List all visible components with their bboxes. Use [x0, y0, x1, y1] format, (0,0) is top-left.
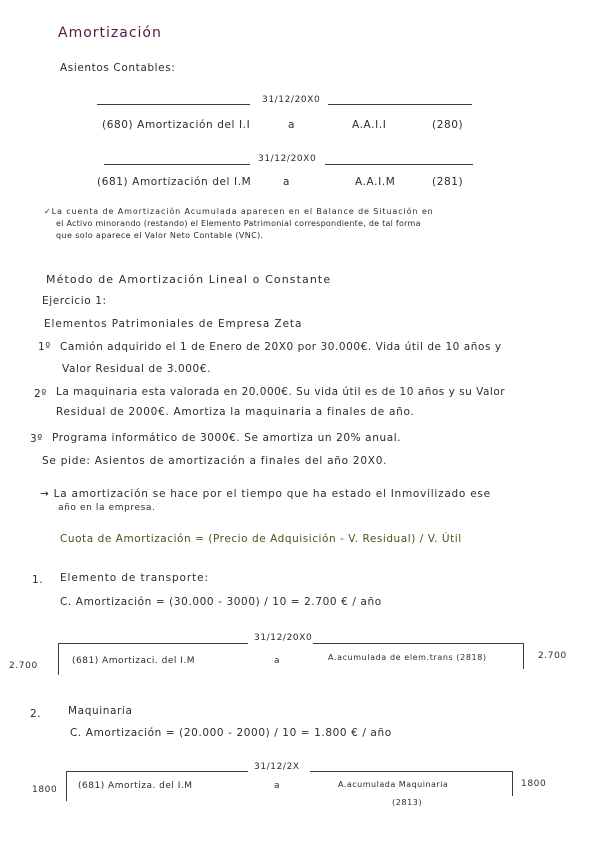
calc2-num: 2. [30, 708, 42, 720]
arrow-note-line-2: año en la empresa. [58, 503, 156, 513]
calc2-right-rule [512, 771, 513, 796]
item1-line-2: Valor Residual de 3.000€. [62, 363, 212, 375]
calc1-credit: A.acumulada de elem.trans (2818) [328, 653, 487, 662]
item2-line-1: La maquinaria esta valorada en 20.000€. Su vida útil es de 10 años y su Valor [56, 386, 506, 398]
calc1-left-amount: 2.700 [9, 661, 38, 671]
entry1-a: a [288, 119, 296, 131]
calc2-right-amount: 1800 [521, 779, 547, 789]
entry1-date: 31/12/20X0 [262, 95, 321, 105]
calc2-credit: A.acumulada Maquinaria [338, 780, 449, 789]
calc2-left-rule [66, 771, 67, 801]
entry2-date: 31/12/20X0 [258, 154, 317, 164]
calc1-num: 1. [32, 574, 44, 586]
item2-line-2: Residual de 2000€. Amortiza la maquinaria a finales de año. [56, 406, 415, 418]
calc1-a: a [274, 656, 281, 666]
entry1-debit: (680) Amortización del I.I [102, 119, 251, 131]
entry2-a: a [283, 176, 291, 188]
page-title: Amortización [58, 25, 162, 41]
calc2-date: 31/12/2X [254, 762, 300, 772]
ejercicio-label: Ejercicio 1: [42, 295, 107, 307]
calc2-formula: C. Amortización = (20.000 - 2000) / 10 = 1.800 € / año [70, 727, 392, 739]
entry2-credit-code: (281) [432, 176, 464, 188]
calc2-a: a [274, 781, 281, 791]
calc1-left-rule [58, 643, 59, 675]
calc1-line-right [313, 643, 523, 644]
calc1-label: Elemento de transporte: [60, 572, 209, 584]
entry1-credit: A.A.I.I [352, 119, 387, 131]
item3-line-1: Programa informático de 3000€. Se amortiza un 20% anual. [52, 432, 402, 444]
note-line-3: que solo aparece el Valor Neto Contable (VNC). [56, 231, 264, 240]
calc1-right-amount: 2.700 [538, 651, 567, 661]
calc1-right-rule [523, 643, 524, 669]
calc1-debit: (681) Amortizaci. del I.M [72, 656, 196, 666]
metodo-title: Método de Amortización Lineal o Constante [46, 273, 332, 286]
calc1-line-left [58, 643, 248, 644]
note-line-1: ✓La cuenta de Amortización Acumulada aparecen en el Balance de Situación en [44, 207, 434, 216]
cuota-formula: Cuota de Amortización = (Precio de Adquisición - V. Residual) / V. Útil [60, 533, 462, 545]
calc2-line-right [310, 771, 512, 772]
se-pide: Se pide: Asientos de amortización a finales del año 20X0. [42, 455, 388, 467]
elementos-label: Elementos Patrimoniales de Empresa Zeta [44, 318, 303, 330]
asientos-heading: Asientos Contables: [60, 62, 176, 74]
calc2-line-left [66, 771, 248, 772]
item1-num: 1º [38, 341, 51, 353]
calc2-left-amount: 1800 [32, 785, 58, 795]
entry1-line-left [97, 104, 250, 105]
entry2-debit: (681) Amortización del I.M [97, 176, 252, 188]
entry1-line-right [328, 104, 472, 105]
calc2-label: Maquinaria [68, 705, 133, 717]
calc2-credit-code: (2813) [392, 798, 423, 807]
entry2-credit: A.A.I.M [355, 176, 396, 188]
note-line-2: el Activo minorando (restando) el Elemento Patrimonial correspondiente, de tal forma [56, 219, 421, 228]
entry2-line-left [104, 164, 250, 165]
item2-num: 2º [34, 388, 47, 400]
calc1-date: 31/12/20X0 [254, 633, 313, 643]
entry1-credit-code: (280) [432, 119, 464, 131]
item1-line-1: Camión adquirido el 1 de Enero de 20X0 por 30.000€. Vida útil de 10 años y [60, 341, 502, 353]
arrow-note-line-1: → La amortización se hace por el tiempo que ha estado el Inmovilizado ese [40, 488, 491, 500]
calc2-debit: (681) Amortiza. del I.M [78, 781, 193, 791]
calc1-formula: C. Amortización = (30.000 - 3000) / 10 = 2.700 € / año [60, 596, 382, 608]
entry2-line-right [325, 164, 473, 165]
item3-num: 3º [30, 433, 43, 445]
